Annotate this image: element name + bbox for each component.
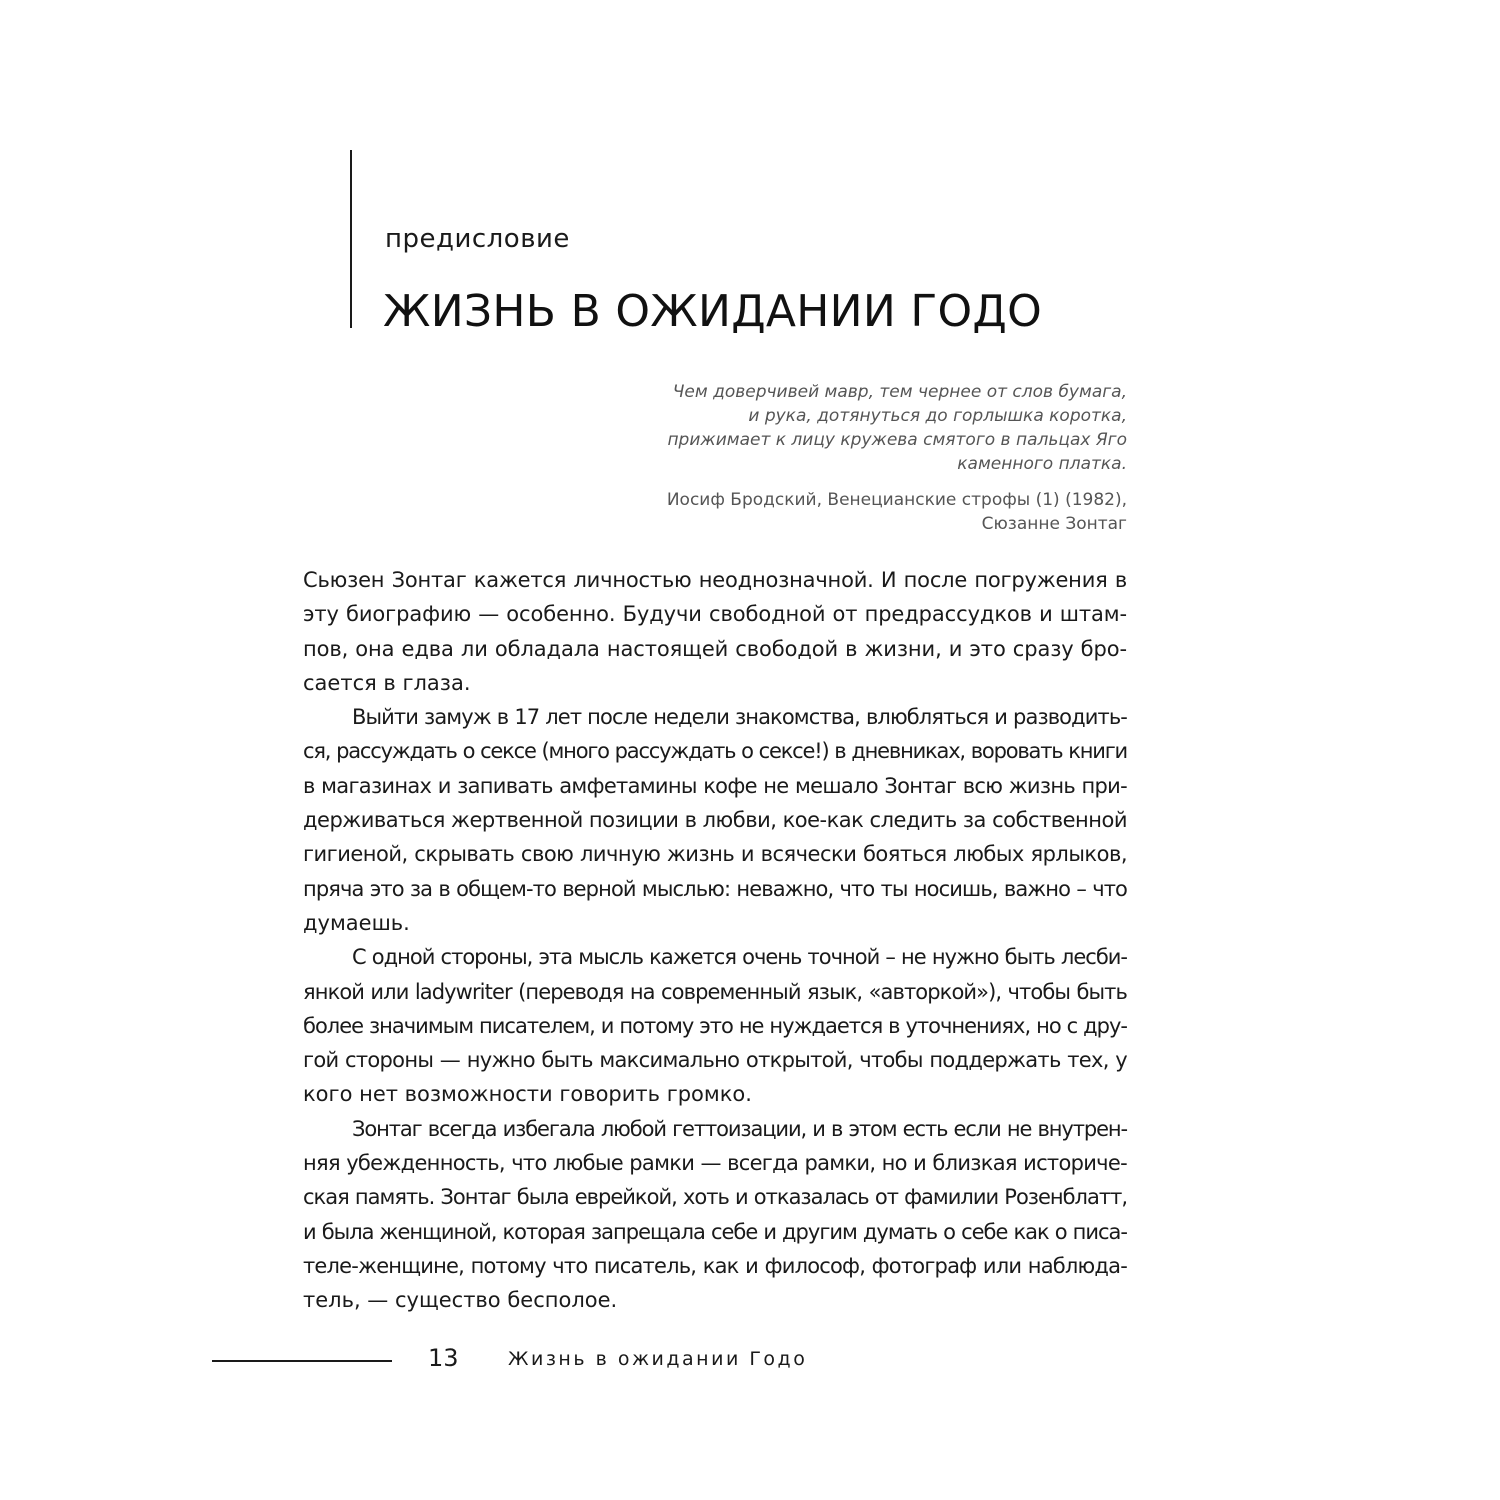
body-line: тель, — существо бесполое. [303,1288,618,1313]
epigraph-verse [567,380,1127,476]
body-line: С одной стороны, эта мысль кажется очень точной – не нужно быть лесби- [352,945,1127,970]
section-label: предисловие [385,224,570,254]
body-line: ся, рассуждать о сексе (много рассуждать о сексе!) в дневниках, воровать книги [303,739,1127,764]
epigraph-source-line: Сюзанне Зонтаг [981,514,1127,534]
header-vertical-rule [350,150,352,328]
body-line: ская память. Зонтаг была еврейкой, хоть и отказалась от фамилии Розенблатт, [303,1185,1127,1210]
body-text [303,563,1127,1318]
body-line: пряча это за в общем-то верной мыслью: неважно, что ты носишь, важно – что [303,876,1127,901]
body-line: сается в глаза. [303,670,471,695]
body-line: янкой или ladywriter (переводя на современный язык, «авторкой»), чтобы быть [303,979,1127,1004]
epigraph-line: и рука, дотянуться до горлышка коротка, [748,406,1127,426]
chapter-title: ЖИЗНЬ В ОЖИДАНИИ ГОДО [383,286,1043,337]
epigraph-line: Чем доверчивей мавр, тем чернее от слов бумага, [672,382,1127,402]
running-title: Жизнь в ожидании Годо [508,1348,808,1370]
body-line: Сьюзен Зонтаг кажется личностью неоднозначной. И после погружения в [303,568,1127,592]
epigraph [567,380,1127,536]
body-line: в магазинах и запивать амфетамины кофе не мешало Зонтаг всю жизнь при- [303,773,1127,798]
body-line: эту биографию — особенно. Будучи свободной от предрассудков и штам- [303,602,1127,627]
body-line: теле-женщине, потому что писатель, как и философ, фотограф или наблюда- [303,1253,1127,1278]
body-line: более значимым писателем, и потому это не нуждается в уточнениях, но с дру- [303,1013,1127,1038]
body-line: гигиеной, скрывать свою личную жизнь и всячески бояться любых ярлыков, [303,842,1127,867]
footer-rule [212,1360,392,1362]
body-line: гой стороны — нужно быть максимально открытой, чтобы поддержать тех, у [303,1048,1127,1073]
body-line: держиваться жертвенной позиции в любви, кое-как следить за собственной [303,808,1127,833]
epigraph-line: каменного платка. [957,454,1127,474]
page-number: 13 [428,1344,459,1372]
body-line: думаешь. [303,910,410,935]
epigraph-line: прижимает к лицу кружева смятого в пальцах Яго [667,430,1127,450]
body-line: Выйти замуж в 17 лет после недели знакомства, влюбляться и разводить- [352,705,1127,730]
body-line: пов, она едва ли обладала настоящей свободой в жизни, и это сразу бро- [303,636,1127,661]
body-line: кого нет возможности говорить громко. [303,1082,752,1107]
epigraph-source [567,488,1127,536]
epigraph-source-line: Иосиф Бродский, Венецианские строфы (1) (1982), [666,490,1127,510]
body-line: и была женщиной, которая запрещала себе и другим думать о себе как о писа- [303,1219,1127,1244]
body-line: Зонтаг всегда избегала любой геттоизации, и в этом есть если не внутрен- [352,1116,1127,1141]
body-line: няя убежденность, что любые рамки — всегда рамки, но и близкая историче- [303,1151,1127,1176]
